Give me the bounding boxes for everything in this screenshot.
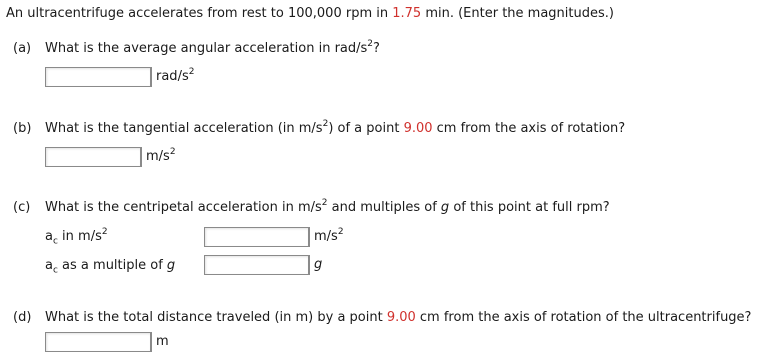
part-c-question-exp: 2 [321, 197, 328, 208]
part-c-row1-label-exp: 2 [101, 226, 108, 237]
part-a-unit-base: rad/s [156, 69, 189, 84]
part-c-row1-label-rest: in m/s [57, 229, 102, 244]
part-c-question-g: g [440, 200, 450, 215]
part-a-question-text: What is the average angular acceleration in rad/s [45, 41, 368, 56]
part-d-unit: m [151, 332, 169, 352]
part-c-row1-unit-exp: 2 [337, 226, 344, 237]
part-b-distance-value: 9.00 [403, 121, 433, 136]
part-c-row2-unit: g [309, 255, 322, 275]
part-d-question [45, 310, 751, 326]
part-c-question-mid: and multiples of [327, 200, 441, 215]
part-c-row2-label-sub: c [52, 265, 58, 276]
part-c-row1-label-a: a [45, 229, 53, 244]
part-c-question-text: What is the centripetal acceleration in m/s [45, 200, 322, 215]
part-b-unit-exp: 2 [169, 146, 176, 157]
part-b-question-text: What is the tangential acceleration (in m/s [45, 121, 323, 136]
part-d-question-suffix: cm from the axis of rotation of the ultracentrifuge? [415, 310, 752, 325]
part-c-row2-label-a: a [45, 258, 53, 273]
part-d-letter: (d) [13, 310, 32, 325]
part-a-letter: (a) [13, 41, 32, 56]
part-d-question-text: What is the total distance traveled (in m) by a point [45, 310, 387, 325]
part-c-row2-label-rest: as a multiple of [57, 258, 167, 273]
part-b-answer-input[interactable] [45, 147, 141, 167]
time-value: 1.75 [392, 6, 422, 21]
part-c-row1-label [45, 226, 108, 247]
part-c-letter: (c) [13, 200, 31, 215]
problem-statement [6, 6, 614, 22]
part-d-distance-value: 9.00 [386, 310, 416, 325]
part-c-row1-label-sub: c [52, 236, 58, 247]
part-c-question [45, 197, 610, 216]
part-c-row1-unit-base: m/s [314, 229, 338, 244]
part-a-question-exp: 2 [367, 38, 374, 49]
part-c-question-suffix: of this point at full rpm? [449, 200, 610, 215]
part-b-question-exp: 2 [322, 118, 329, 129]
part-a-question [45, 38, 380, 57]
part-a-unit-exp: 2 [188, 66, 195, 77]
part-c-row2-label-g: g [166, 258, 176, 273]
part-a-question-suffix: ? [373, 41, 380, 56]
part-a-answer-input[interactable] [45, 67, 151, 87]
part-b-unit-base: m/s [146, 149, 170, 164]
part-c-row1-unit [309, 227, 344, 247]
intro-text: An ultracentrifuge accelerates from rest to 100,000 rpm in [6, 6, 393, 21]
part-a-unit [151, 67, 194, 87]
part-c-centripetal-accel-input[interactable] [204, 227, 309, 247]
part-b-question-suffix: cm from the axis of rotation? [432, 121, 626, 136]
part-b-question [45, 118, 626, 137]
intro-tail-text: min. (Enter the magnitudes.) [421, 6, 614, 21]
part-b-question-mid: ) of a point [328, 121, 404, 136]
part-b-letter: (b) [13, 121, 32, 136]
part-c-multiple-of-g-input[interactable] [204, 255, 309, 275]
part-d-answer-input[interactable] [45, 332, 151, 352]
part-b-unit [141, 147, 176, 167]
part-c-row2-label [45, 258, 175, 274]
